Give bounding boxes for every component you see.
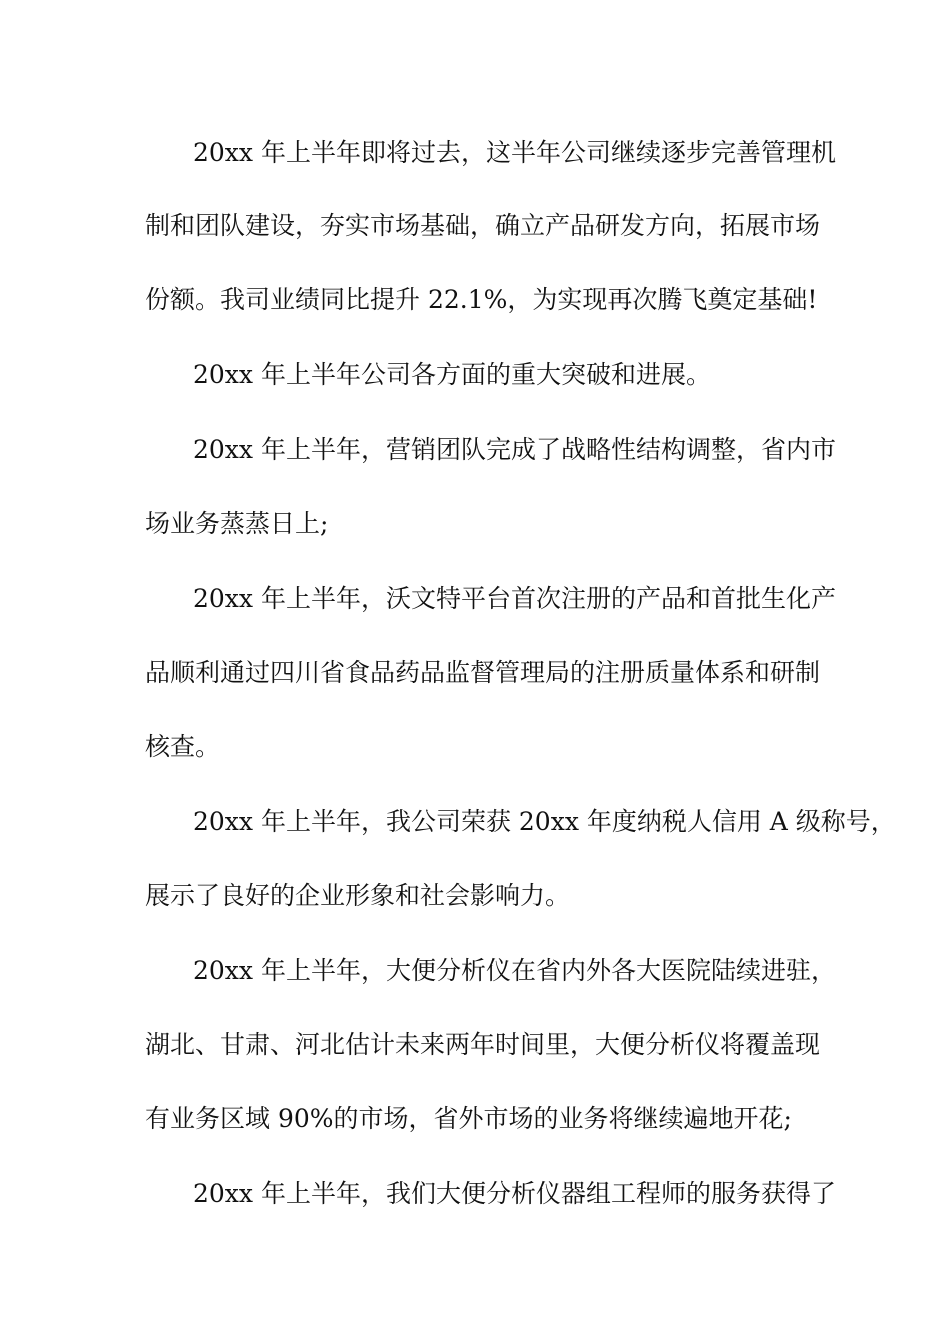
paragraph-5-line-1: 20xx 年上半年，我公司荣获 20xx 年度纳税人信用 A 级称号，: [193, 807, 896, 836]
paragraph-1-line-3: 份额。我司业绩同比提升 22.1%，为实现再次腾飞奠定基础!: [145, 285, 818, 314]
paragraph-1-line-1: 20xx 年上半年即将过去，这半年公司继续逐步完善管理机: [193, 138, 836, 167]
paragraph-6-line-3: 有业务区域 90%的市场，省外市场的业务将继续遍地开花;: [145, 1104, 792, 1133]
paragraph-6-line-1: 20xx 年上半年，大便分析仪在省内外各大医院陆续进驻，: [193, 956, 836, 985]
paragraph-4-line-1: 20xx 年上半年，沃文特平台首次注册的产品和首批生化产: [193, 584, 836, 613]
paragraph-6-line-2: 湖北、甘肃、河北估计未来两年时间里，大便分析仪将覆盖现: [145, 1030, 821, 1059]
paragraph-1-line-2: 制和团队建设，夯实市场基础，确立产品研发方向，拓展市场: [145, 211, 821, 240]
paragraph-4-line-2: 品顺利通过四川省食品药品监督管理局的注册质量体系和研制: [145, 658, 821, 687]
paragraph-3-line-2: 场业务蒸蒸日上;: [145, 509, 329, 538]
paragraph-3-line-1: 20xx 年上半年，营销团队完成了战略性结构调整，省内市: [193, 435, 836, 464]
paragraph-7-line-1: 20xx 年上半年，我们大便分析仪器组工程师的服务获得了: [193, 1179, 836, 1208]
paragraph-4-line-3: 核查。: [145, 732, 221, 761]
paragraph-5-line-2: 展示了良好的企业形象和社会影响力。: [145, 881, 571, 910]
paragraph-2-line-1: 20xx 年上半年公司各方面的重大突破和进展。: [193, 360, 711, 389]
